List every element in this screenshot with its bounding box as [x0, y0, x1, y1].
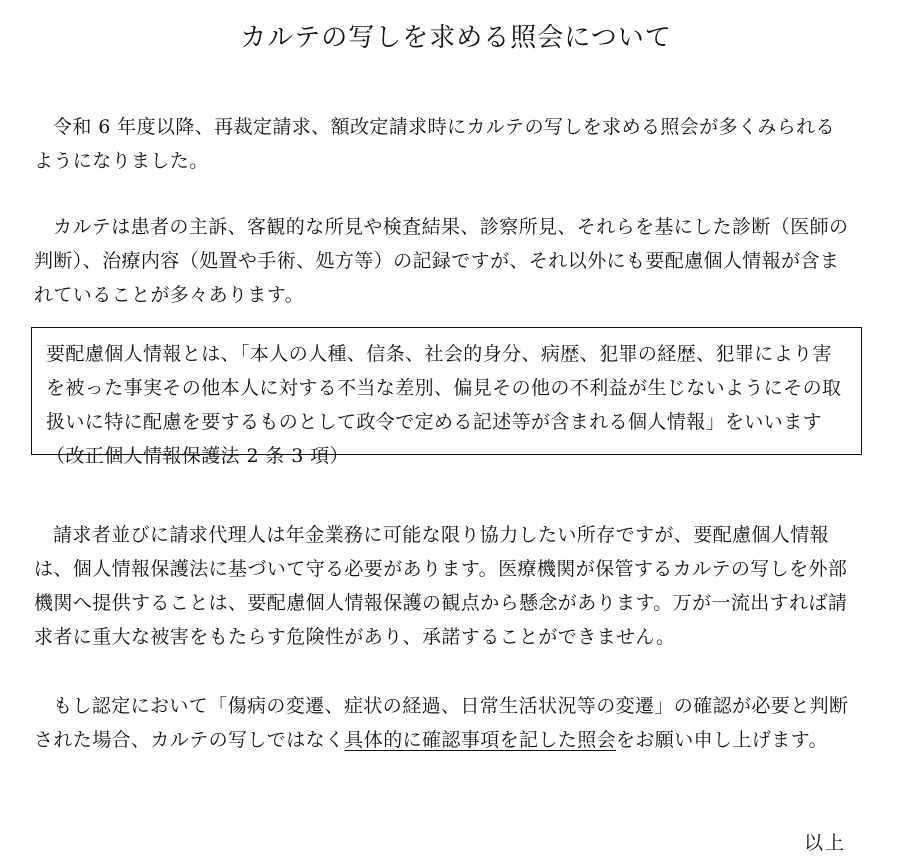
request-text-before: もし認定において「傷病の変遷、症状の経過、日常生活状況等の変遷」の確認が必要と判断された場合、カルテの写しではなく	[34, 695, 849, 751]
boxed-definition-note: 要配慮個人情報とは、「本人の人種、信条、社会的身分、病歴、犯罪の経歴、犯罪により害を被った事実その他本人に対する不当な差別、偏見その他の不利益が生じないようにその取扱いに特に配慮を要するものとして政令で定める記述等が含まれる個人情報」をいいます（改正個人情報保護法 2 条 3 項）	[31, 327, 862, 455]
paragraph-intro: 令和 6 年度以降、再裁定請求、額改定請求時にカルテの写しを求める照会が多くみられるようになりました。	[34, 116, 835, 172]
paragraph-request	[34, 689, 852, 757]
paragraph-karte-contents: カルテは患者の主訴、客観的な所見や検査結果、診察所見、それらを基にした診断（医師の判断）、治療内容（処置や手術、処方等）の記録ですが、それ以外にも要配慮個人情報が含まれていることが多々あります。	[34, 216, 849, 306]
document-title: カルテの写しを求める照会について	[240, 23, 672, 53]
request-text-after: をお願い申し上げます。	[616, 729, 828, 751]
underlined-request-phrase: 具体的に確認事項を記した照会	[344, 729, 617, 751]
closing-mark: 以上	[803, 832, 846, 854]
paragraph-privacy-concern: 請求者並びに請求代理人は年金業務に可能な限り協力したい所存ですが、要配慮個人情報は、個人情報保護法に基づいて守る必要があります。医療機関が保管するカルテの写しを外部機関へ提供することは、要配慮個人情報保護の観点から懸念があります。万が一流出すれば請求者に重大な被害をもたらす危険性があり、承諾することができません。	[34, 524, 848, 648]
